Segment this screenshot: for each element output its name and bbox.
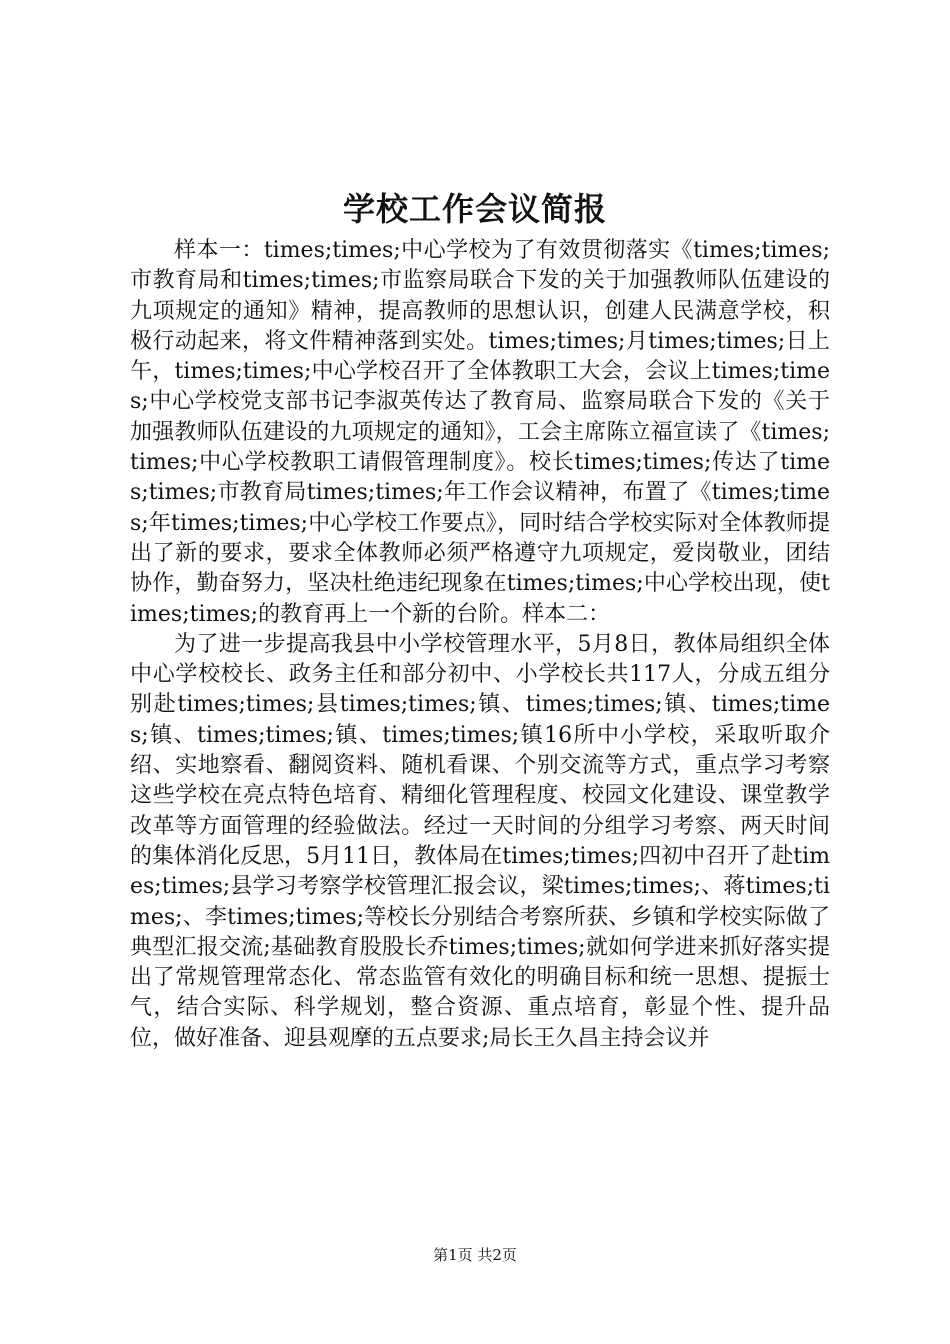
paragraph-sample-one: 样本一：times;times;中心学校为了有效贯彻落实《times;times;市教育局和times;times;市监察局联合下发的关于加强教师队伍建设的九项规定的通知》精神，提高教师的思想认识，创建人民满意学校，积极行动起来，将文件精神落到实处。times;times;月times;times;日上午，times;times;中心学校召开了全体教职工大会，会议上times;times;中心学校党支部书记李淑英传达了教育局、监察局联合下发的《关于加强教师队伍建设的九项规定的通知》，工会主席陈立福宣读了《times;times;中心学校教职工请假管理制度》。校长times;times;传达了times;times;市教育局times;times;年工作会议精神，布置了《times;times;年times;times;中心学校工作要点》，同时结合学校实际对全体教师提出了新的要求，要求全体教师必须严格遵守九项规定，爱岗敬业，团结协作，勤奋努力，坚决杜绝违纪现象在times;times;中心学校出现，使times;times;的教育再上一个新的台阶。样本二：	[130, 238, 830, 627]
paragraph-sample-two: 为了进一步提高我县中小学校管理水平，5月8日，教体局组织全体中心学校校长、政务主任和部分初中、小学校长共117人，分成五组分别赴times;times;县times;times;镇、times;times;镇、times;times;镇、times;times;镇、times;times;镇16所中小学校，采取听取介绍、实地察看、翻阅资料、随机看课、个别交流等方式，重点学习考察这些学校在亮点特色培育、精细化管理程度、校园文化建设、课堂教学改革等方面管理的经验做法。经过一天时间的分组学习考察、两天时间的集体消化反思，5月11日，教体局在times;times;四初中召开了赴times;times;县学习考察学校管理汇报会议，梁times;times;、蒋times;times;、李times;times;等校长分别结合考察所获、乡镇和学校实际做了典型汇报交流;基础教育股股长乔times;times;就如何学进来抓好落实提出了常规管理常态化、常态监管有效化的明确目标和统一思想、提振士气，结合实际、科学规划，整合资源、重点培育，彰显个性、提升品位，做好准备、迎县观摩的五点要求;局长王久昌主持会议并	[130, 631, 830, 1051]
page-number-footer: 第1页 共2页	[433, 1246, 517, 1264]
document-body	[130, 236, 830, 1054]
document-title: 学校工作会议简报	[342, 190, 607, 228]
